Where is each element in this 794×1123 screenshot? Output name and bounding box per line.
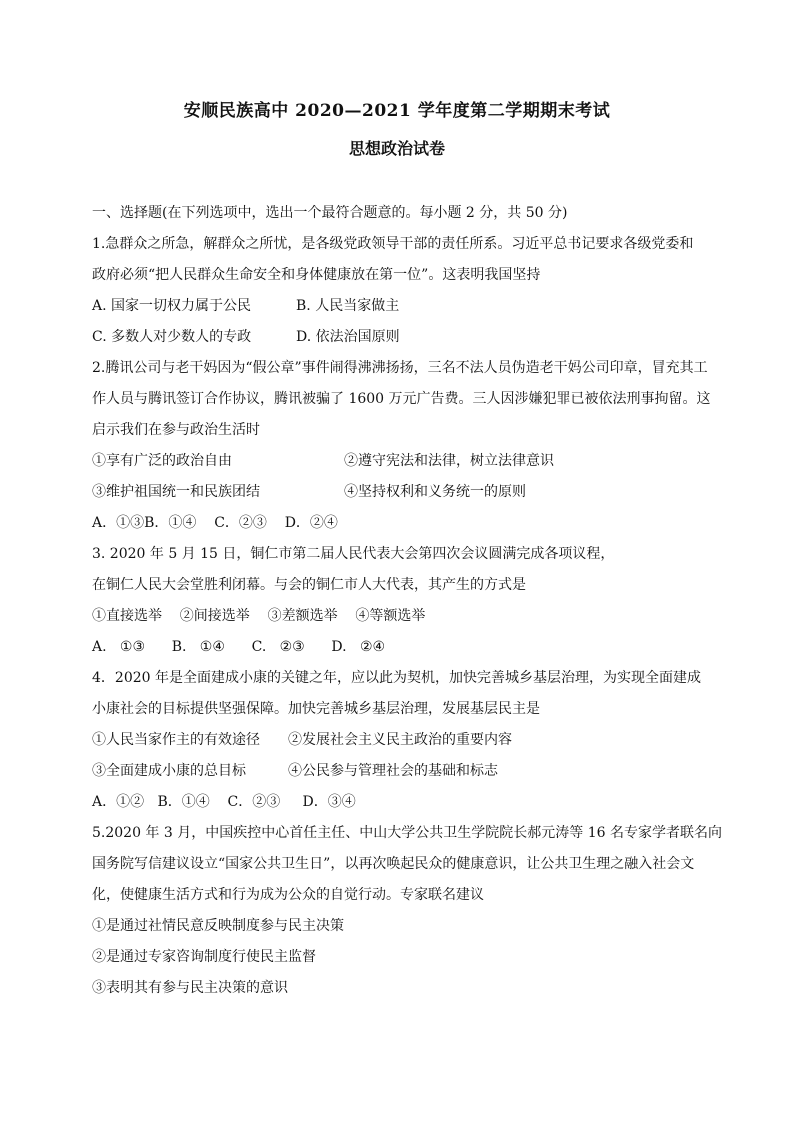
statement-row: ①直接选举 ②间接选举 ③差额选举 ④等额选举 [92,608,426,624]
question-text: 启示我们在参与政治生活时 [92,422,260,438]
statement-1: ①人民当家作主的有效途径 [92,732,260,748]
question-text: 政府必须“把人民群众生命安全和身体健康放在第一位”。这表明我国坚持 [92,267,541,283]
question-text: 化，使健康生活方式和行为成为公众的自觉行动。专家联名建议 [92,887,484,903]
question-text: 3. 2020 年 5 月 15 日，铜仁市第二届人民代表大会第四次会议圆满完成各项议程， [92,546,615,562]
statement-2: ②是通过专家咨询制度行使民主监督 [92,949,316,965]
statement-3: ③全面建成小康的总目标 [92,763,246,779]
statement-row [92,477,704,508]
statement-4: ④坚持权利和义务统一的原则 [344,484,526,500]
answer-options: A．①③B．①④ C．②③ D．②④ [92,515,338,531]
option-a: A. 国家一切权力属于公民 [92,298,252,314]
question-text: 小康社会的目标提供坚强保障。加快完善城乡基层治理，发展基层民主是 [92,701,540,717]
statement-3: ③表明其有参与民主决策的意识 [92,980,288,996]
statement-row [92,725,704,756]
statement-1: ①享有广泛的政治自由 [92,453,232,469]
exam-content [92,198,722,1004]
question-text: 作人员与腾讯签订合作协议，腾讯被骗了 1600 万元广告费。三人因涉嫌犯罪已被依法刑事拘留。这 [92,391,711,407]
statement-2: ②遵守宪法和法律，树立法律意识 [344,453,554,469]
question-text: 国务院写信建议设立“国家公共卫生日”，以再次唤起民众的健康意识，让公共卫生理之融入社会文 [92,856,695,872]
exam-subtitle: 思想政治试卷 [348,139,445,158]
statement-row [92,446,704,477]
statement-4: ④公民参与管理社会的基础和标志 [288,763,498,779]
statement-row [92,756,704,787]
answer-options: A. ①③ B. ①④ C. ②③ D. ②④ [92,639,386,655]
answer-options: A．①② B．①④ C．②③ D．③④ [92,794,356,810]
statement-3: ③维护祖国统一和民族团结 [92,484,260,500]
question-2 [92,353,711,539]
question-text: 4．2020 年是全面建成小康的关键之年，应以此为契机，加快完善城乡基层治理，为实现全面建成 [92,670,701,686]
option-row [92,322,704,353]
question-text: 2.腾讯公司与老干妈因为“假公章”事件闹得沸沸扬扬，三名不法人员伪造老干妈公司印章，冒充其工 [92,360,708,376]
statement-2: ②发展社会主义民主政治的重要内容 [288,732,512,748]
question-3 [92,539,704,663]
option-row [92,291,704,322]
option-b: B. 人民当家做主 [296,298,400,314]
section-heading: 一、选择题(在下列选项中，选出一个最符合题意的。每小题 2 分，共 50 分) [92,205,568,221]
question-4 [92,663,704,818]
question-5 [92,818,722,1004]
question-text: 在铜仁人民大会堂胜利闭幕。与会的铜仁市人大代表，其产生的方式是 [92,577,526,593]
question-1 [92,229,704,353]
option-d: D. 依法治国原则 [296,329,400,345]
question-text: 1.急群众之所急，解群众之所忧，是各级党政领导干部的责任所系。习近平总书记要求各级党委和 [92,236,694,252]
statement-1: ①是通过社情民意反映制度参与民主决策 [92,918,344,934]
exam-title: 安顺民族高中 2020—2021 学年度第二学期期末考试 [183,101,611,121]
option-c: C. 多数人对少数人的专政 [92,329,252,345]
question-text: 5.2020 年 3 月，中国疾控中心首任主任、中山大学公共卫生学院院长郝元涛等 16 名专家学者联名向 [92,825,722,841]
